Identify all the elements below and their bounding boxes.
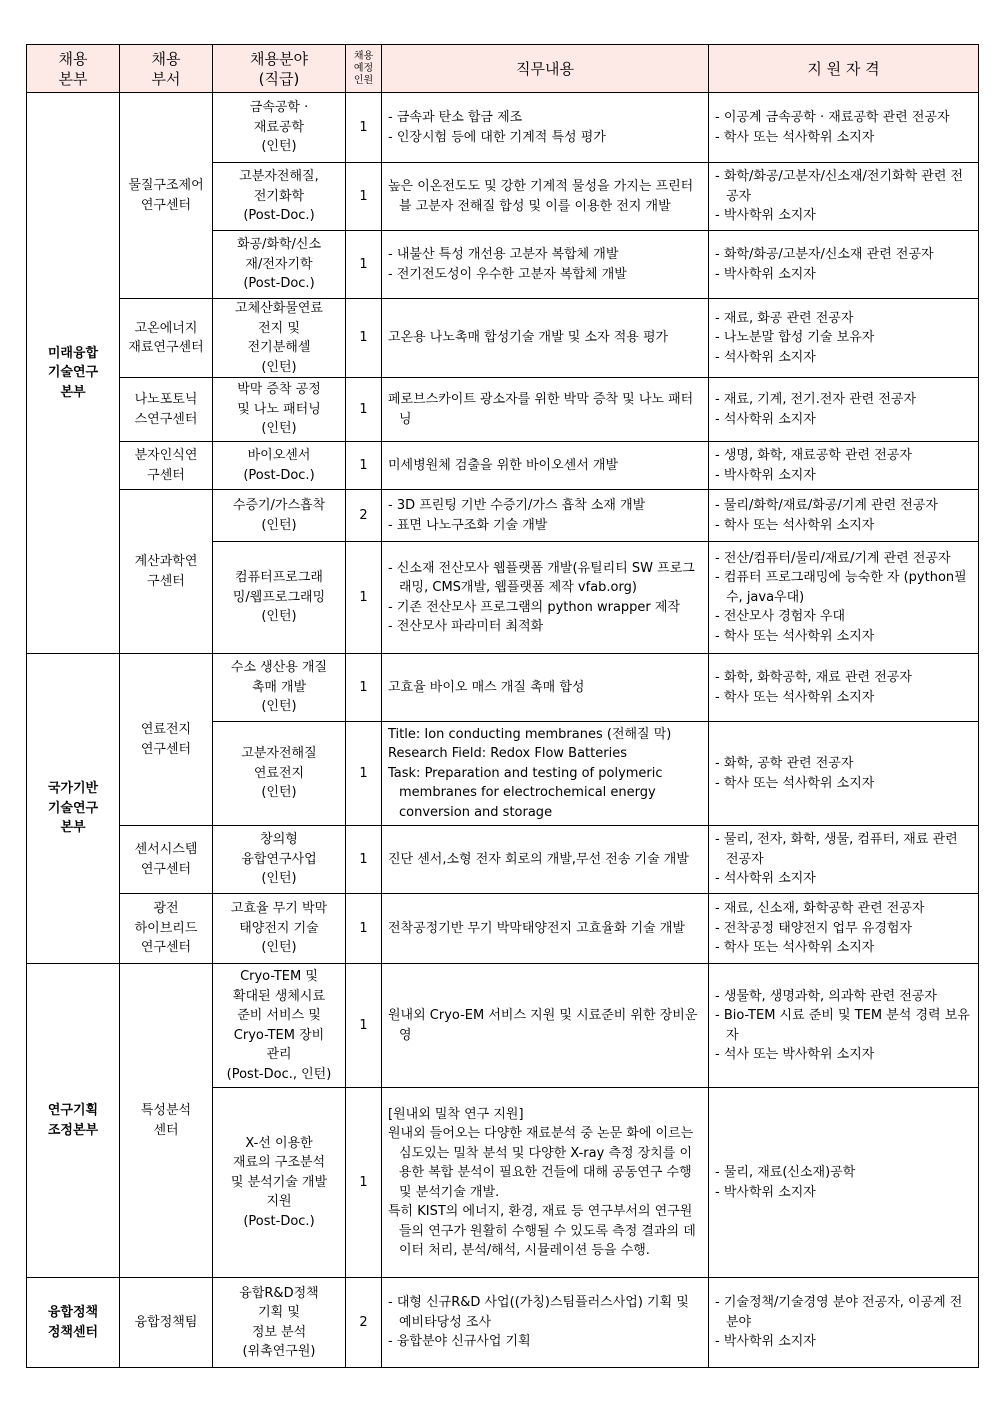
duty-line: - 금속과 탄소 합금 제조 [388, 110, 523, 125]
field-cell: X-선 이용한 재료의 구조분석 및 분석기술 개발 지원 (Post-Doc.) [213, 1088, 346, 1278]
department-cell: 광전 하이브리드 연구센터 [120, 894, 213, 964]
qualification-cell [709, 964, 979, 1088]
qualification-cell [709, 93, 979, 163]
qualification-line: - 이공계 금속공학 · 재료공학 관련 전공자 [715, 110, 950, 125]
department-cell: 센서시스템 연구센터 [120, 826, 213, 894]
duty-cell [382, 964, 709, 1088]
qualification-line: - 전착공정 태양전지 업무 유경험자 [715, 920, 913, 936]
table-row [27, 964, 979, 1088]
field-cell: 화공/화학/신소 재/전자기학 (Post-Doc.) [213, 231, 346, 299]
count-cell: 1 [346, 654, 382, 722]
header-count: 채용 예정 인원 [346, 45, 382, 93]
count-cell: 1 [346, 93, 382, 163]
duty-line: 원내외 Cryo-EM 서비스 지원 및 시료준비 위한 장비운영 [388, 1008, 698, 1043]
department-cell: 나노포토닉 스연구센터 [120, 378, 213, 442]
count-cell: 1 [346, 163, 382, 231]
qualification-line: - 화학, 공학 관련 전공자 [715, 756, 854, 771]
qualification-cell [709, 299, 979, 378]
department-cell: 특성분석 센터 [120, 964, 213, 1278]
qualification-line: - 학사 또는 석사학위 소지자 [715, 517, 875, 533]
department-cell: 연료전지 연구센터 [120, 654, 213, 826]
duty-cell [382, 163, 709, 231]
duty-line: 전착공정기반 무기 박막태양전지 고효율화 기술 개발 [388, 920, 685, 936]
duty-line: 고온용 나노촉매 합성기술 개발 및 소자 적용 평가 [388, 330, 669, 346]
duty-cell [382, 378, 709, 442]
qualification-cell [709, 542, 979, 654]
count-cell: 1 [346, 1088, 382, 1278]
table-row [27, 826, 979, 894]
qualification-line: - 기술정책/기술경영 분야 전공자, 이공계 전분야 [715, 1295, 963, 1330]
qualification-line: - 학사 또는 석사학위 소지자 [715, 628, 875, 644]
field-cell: 박막 증착 공정 및 나노 패터닝 (인턴) [213, 378, 346, 442]
count-cell: 1 [346, 722, 382, 826]
count-cell: 1 [346, 378, 382, 442]
count-cell: 1 [346, 964, 382, 1088]
table-row [27, 378, 979, 442]
qualification-line: - 석사학위 소지자 [715, 411, 816, 427]
qualification-line: - 학사 또는 석사학위 소지자 [715, 689, 875, 705]
duty-line: - 인장시험 등에 대한 기계적 특성 평가 [388, 129, 606, 145]
duty-cell [382, 894, 709, 964]
duty-line: 미세병원체 검출을 위한 바이오센서 개발 [388, 457, 619, 473]
field-cell: 고체산화물연료 전지 및 전기분해셀 (인턴) [213, 299, 346, 378]
qualification-cell [709, 1088, 979, 1278]
qualification-cell [709, 163, 979, 231]
department-cell: 고온에너지 재료연구센터 [120, 299, 213, 378]
header-division: 채용 본부 [27, 45, 120, 93]
duty-cell [382, 722, 709, 826]
division-cell: 융합정책 정책센터 [27, 1278, 120, 1368]
qualification-line: - 재료, 기계, 전기.전자 관련 전공자 [715, 392, 917, 407]
count-cell: 1 [346, 894, 382, 964]
duty-line: Research Field: Redox Flow Batteries [388, 746, 627, 762]
header-field: 채용분야 (직급) [213, 45, 346, 93]
duty-line: 원내외 들어오는 다양한 재료분석 중 논문 화에 이르는 심도있는 밀착 분석 및 다양한 X-ray 측정 장치를 이용한 복합 분석이 필요한 건들에 대해 공동연구 수행 및 분석기술 개발. [388, 1126, 694, 1200]
duty-line: - 융합분야 신규사업 기획 [388, 1334, 531, 1350]
qualification-line: - 박사학위 소지자 [715, 208, 816, 224]
duty-line: 높은 이온전도도 및 강한 기계적 물성을 가지는 프린터블 고분자 전해질 합성 및 이를 이용한 전지 개발 [388, 179, 694, 214]
duty-line: 페로브스카이트 광소자를 위한 박막 증착 및 나노 패터닝 [388, 392, 694, 427]
table-row [27, 442, 979, 490]
duty-cell [382, 542, 709, 654]
qualification-line: - Bio-TEM 시료 준비 및 TEM 분석 경력 보유자 [715, 1008, 970, 1043]
duty-line: 진단 센서,소형 전자 회로의 개발,무선 전송 기술 개발 [388, 851, 689, 867]
department-cell: 분자인식연 구센터 [120, 442, 213, 490]
field-cell: 수증기/가스흡착 (인턴) [213, 490, 346, 542]
duty-line: - 대형 신규R&D 사업((가칭)스팀플러스사업) 기획 및 예비타당성 조사 [388, 1295, 689, 1330]
header-row [27, 45, 979, 93]
qualification-line: - 화학/화공/고분자/신소재 관련 전공자 [715, 247, 934, 262]
duty-line: - 3D 프린팅 기반 수증기/가스 흡착 소재 개발 [388, 498, 646, 513]
duty-line: - 전산모사 파라미터 최적화 [388, 619, 544, 634]
duty-line: 고효율 바이오 매스 개질 촉매 합성 [388, 679, 585, 695]
duty-cell [382, 442, 709, 490]
duty-line: Title: Ion conducting membranes (전해질 막) [388, 726, 672, 742]
qualification-line: - 화학/화공/고분자/신소재/전기화학 관련 전공자 [715, 169, 964, 204]
division-cell: 미래융합 기술연구 본부 [27, 93, 120, 654]
table-row [27, 299, 979, 378]
field-cell: 바이오센서 (Post-Doc.) [213, 442, 346, 490]
duty-line: - 내불산 특성 개선용 고분자 복합체 개발 [388, 247, 619, 262]
department-cell: 물질구조제어 연구센터 [120, 93, 213, 299]
qualification-cell [709, 378, 979, 442]
qualification-line: - 재료, 화공 관련 전공자 [715, 310, 854, 326]
duty-line: - 기존 전산모사 프로그램의 python wrapper 제작 [388, 599, 681, 615]
qualification-cell [709, 826, 979, 894]
qualification-line: - 물리/화학/재료/화공/기계 관련 전공자 [715, 498, 938, 513]
duty-line: - 신소재 전산모사 웹플랫폼 개발(유틸리티 SW 프로그래밍, CMS개발, 웹플랫폼 제작 vfab.org) [388, 560, 695, 595]
field-cell: 고분자전해질, 전기화학 (Post-Doc.) [213, 163, 346, 231]
division-cell: 연구기획 조정본부 [27, 964, 120, 1278]
qualification-cell [709, 490, 979, 542]
count-cell: 1 [346, 231, 382, 299]
qualification-line: - 물리, 재료(신소재)공학 [715, 1165, 856, 1180]
table-row [27, 654, 979, 722]
qualification-line: - 박사학위 소지자 [715, 1184, 816, 1200]
table-body [27, 93, 979, 1368]
duty-cell [382, 826, 709, 894]
qualification-line: - 석사학위 소지자 [715, 349, 816, 365]
qualification-line: - 학사 또는 석사학위 소지자 [715, 129, 875, 145]
header-duty: 직무내용 [382, 45, 709, 93]
duty-cell [382, 1088, 709, 1278]
division-cell: 국가기반 기술연구 본부 [27, 654, 120, 964]
field-cell: 금속공학 · 재료공학 (인턴) [213, 93, 346, 163]
count-cell: 1 [346, 299, 382, 378]
field-cell: Cryo-TEM 및 확대된 생체시료 준비 서비스 및 Cryo-TEM 장비 관리 (Post-Doc., 인턴) [213, 964, 346, 1088]
field-cell: 융합R&D정책 기획 및 정보 분석 (위촉연구원) [213, 1278, 346, 1368]
table-row [27, 894, 979, 964]
duty-cell [382, 299, 709, 378]
field-cell: 고효율 무기 박막 태양전지 기술 (인턴) [213, 894, 346, 964]
count-cell: 1 [346, 442, 382, 490]
qualification-cell [709, 722, 979, 826]
qualification-cell [709, 894, 979, 964]
field-cell: 창의형 융합연구사업 (인턴) [213, 826, 346, 894]
count-cell: 1 [346, 542, 382, 654]
qualification-line: - 박사학위 소지자 [715, 1334, 816, 1350]
duty-cell [382, 1278, 709, 1368]
qualification-line: - 생물학, 생명과학, 의과학 관련 전공자 [715, 988, 937, 1004]
qualification-line: - 박사학위 소지자 [715, 266, 816, 282]
duty-line: 특히 KIST의 에너지, 환경, 재료 등 연구부서의 연구원들의 연구가 원활히 수행될 수 있도록 측정 결과의 데이터 처리, 분석/해석, 시뮬레이션 등을 수행. [388, 1204, 696, 1258]
qualification-cell [709, 654, 979, 722]
department-cell: 융합정책팀 [120, 1278, 213, 1368]
qualification-line: - 전산/컴퓨터/물리/재료/기계 관련 전공자 [715, 550, 951, 566]
qualification-line: - 생명, 화학, 재료공학 관련 전공자 [715, 448, 912, 463]
table-row [27, 490, 979, 542]
qualification-line: - 물리, 전자, 화학, 생물, 컴퓨터, 재료 관련 전공자 [715, 832, 958, 867]
duty-line: Task: Preparation and testing of polymeric membranes for electrochemical energy conversion and storage [388, 765, 663, 820]
table-row [27, 93, 979, 163]
qualification-line: - 학사 또는 석사학위 소지자 [715, 940, 875, 956]
header-qualification: 지 원 자 격 [709, 45, 979, 93]
field-cell: 수소 생산용 개질 촉매 개발 (인턴) [213, 654, 346, 722]
qualification-cell [709, 231, 979, 299]
count-cell: 2 [346, 1278, 382, 1368]
duty-cell [382, 93, 709, 163]
duty-cell [382, 231, 709, 299]
qualification-line: - 컴퓨터 프로그래밍에 능숙한 자 (python필수, java우대) [715, 570, 967, 605]
qualification-line: - 석사 또는 박사학위 소지자 [715, 1047, 875, 1062]
department-cell: 계산과학연 구센터 [120, 490, 213, 654]
count-cell: 2 [346, 490, 382, 542]
table-row [27, 1278, 979, 1368]
qualification-line: - 박사학위 소지자 [715, 467, 816, 483]
header-department: 채용 부서 [120, 45, 213, 93]
qualification-line: - 나노분말 합성 기술 보유자 [715, 330, 875, 346]
field-cell: 컴퓨터프로그래 밍/웹프로그래밍 (인턴) [213, 542, 346, 654]
duty-cell [382, 654, 709, 722]
field-cell: 고분자전해질 연료전지 (인턴) [213, 722, 346, 826]
count-cell: 1 [346, 826, 382, 894]
qualification-cell [709, 1278, 979, 1368]
duty-line: [원내외 밀착 연구 지원] [388, 1106, 524, 1122]
qualification-line: - 화학, 화학공학, 재료 관련 전공자 [715, 670, 912, 685]
qualification-line: - 전산모사 경험자 우대 [715, 609, 846, 625]
qualification-line: - 학사 또는 석사학위 소지자 [715, 775, 875, 791]
duty-line: - 표면 나노구조화 기술 개발 [388, 517, 548, 533]
duty-cell [382, 490, 709, 542]
duty-line: - 전기전도성이 우수한 고분자 복합체 개발 [388, 266, 627, 282]
recruitment-table [26, 44, 979, 1368]
qualification-line: - 석사학위 소지자 [715, 871, 816, 887]
qualification-cell [709, 442, 979, 490]
qualification-line: - 재료, 신소재, 화학공학 관련 전공자 [715, 901, 925, 917]
